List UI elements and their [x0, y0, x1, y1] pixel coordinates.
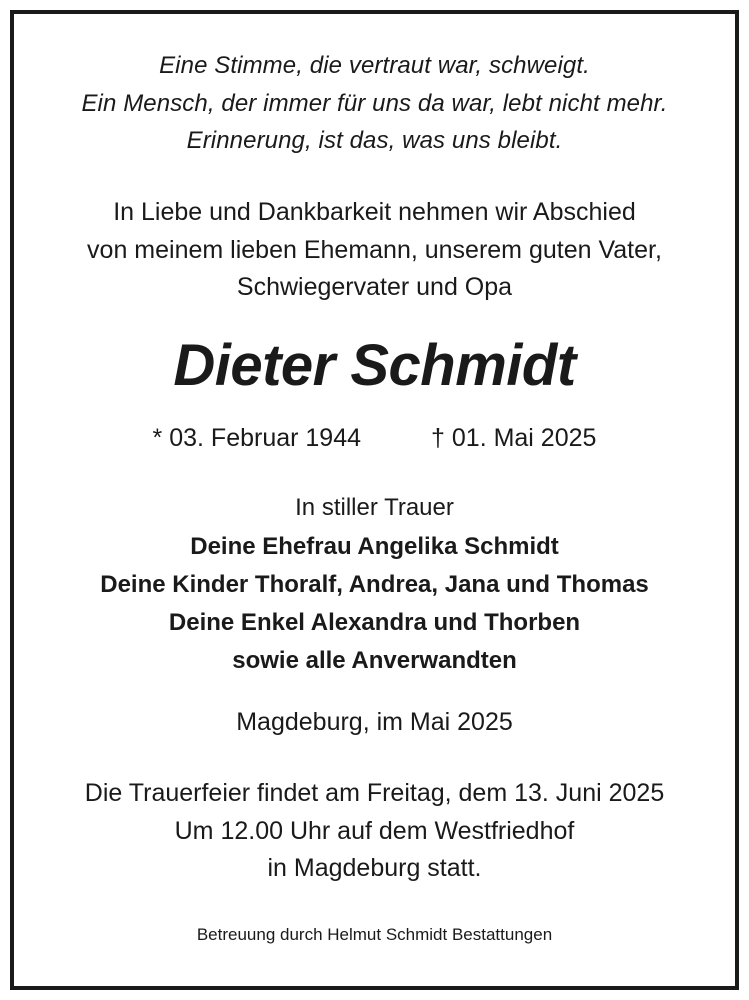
- mourning-heading: In stiller Trauer: [295, 494, 454, 521]
- quote-line-2: Ein Mensch, der immer für uns da war, lebt nicht mehr.: [81, 90, 668, 117]
- birth-date: * 03. Februar 1944: [152, 424, 362, 452]
- quote-line-3: Erinnerung, ist das, was uns bleibt.: [186, 127, 563, 154]
- mourner-children: Deine Kinder Thoralf, Andrea, Jana und Thomas: [100, 571, 649, 598]
- intro-line-1: In Liebe und Dankbarkeit nehmen wir Abschied: [113, 198, 636, 226]
- notice-content: [14, 14, 735, 986]
- mourner-spouse: Deine Ehefrau Angelika Schmidt: [190, 533, 559, 560]
- life-dates: [14, 424, 735, 453]
- service-line-2: Um 12.00 Uhr auf dem Westfriedhof: [174, 817, 575, 845]
- intro-line-3: Schwiegervater und Opa: [236, 273, 513, 301]
- place-date: Magdeburg, im Mai 2025: [236, 708, 513, 736]
- mourner-grandchildren: Deine Enkel Alexandra und Thorben: [168, 609, 581, 636]
- service-line-3: in Magdeburg statt.: [267, 854, 482, 882]
- undertaker-credit: Betreuung durch Helmut Schmidt Bestattungen: [196, 925, 553, 944]
- quote-line-1: Eine Stimme, die vertraut war, schweigt.: [159, 52, 590, 79]
- deceased-name: Dieter Schmidt: [173, 333, 576, 398]
- intro-line-2: von meinem lieben Ehemann, unserem guten Vater,: [87, 236, 662, 264]
- death-date: † 01. Mai 2025: [431, 424, 597, 452]
- notice-border: [10, 10, 739, 990]
- mourner-relatives: sowie alle Anverwandten: [232, 647, 517, 674]
- service-line-1: Die Trauerfeier findet am Freitag, dem 13. Juni 2025: [84, 779, 665, 807]
